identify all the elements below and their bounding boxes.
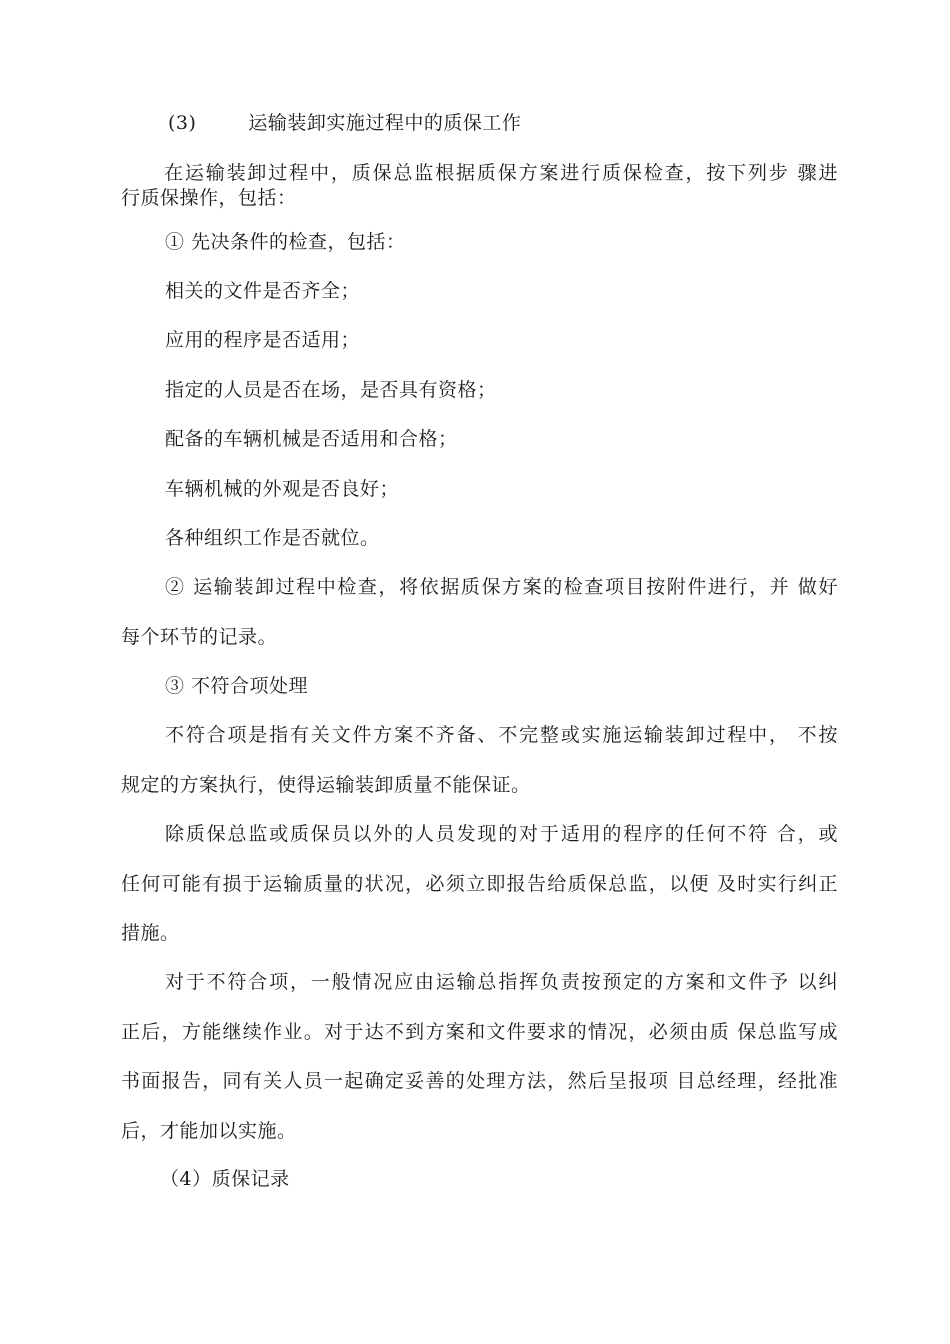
section-heading-3 — [168, 111, 521, 135]
paragraph-line: 对于不符合项，一般情况应由运输总指挥负责按预定的方案和文件予 以纠 — [165, 971, 838, 993]
section-title: 运输装卸实施过程中的质保工作 — [248, 112, 522, 134]
paragraph-line: 除质保总监或质保员以外的人员发现的对于适用的程序的任何不符 合，或 — [165, 823, 838, 845]
paragraph-line: 行质保操作，包括： — [121, 187, 297, 209]
paragraph-line: 不符合项是指有关文件方案不齐备、不完整或实施运输装卸过程中， 不按 — [165, 724, 838, 746]
section-heading-4: （4）质保记录 — [160, 1168, 290, 1190]
list-heading: ① 先决条件的检查，包括： — [165, 231, 406, 253]
paragraph-line: ② 运输装卸过程中检查，将依据质保方案的检查项目按附件进行，并 做好 — [165, 576, 838, 598]
paragraph-line: 书面报告，同有关人员一起确定妥善的处理方法，然后呈报项 目总经理，经批准 — [121, 1070, 838, 1092]
list-item: 各种组织工作是否就位。 — [165, 527, 380, 549]
paragraph-line: 在运输装卸过程中，质保总监根据质保方案进行质保检查，按下列步 骤进 — [164, 162, 838, 184]
paragraph-line: 规定的方案执行，使得运输装卸质量不能保证。 — [121, 774, 531, 796]
paragraph-line: 正后，方能继续作业。对于达不到方案和文件要求的情况，必须由质 保总监写成 — [121, 1021, 838, 1043]
list-item: 指定的人员是否在场，是否具有资格； — [165, 379, 497, 401]
paragraph-line: 每个环节的记录。 — [121, 626, 278, 648]
list-item: 车辆机械的外观是否良好； — [165, 478, 400, 500]
list-item: 相关的文件是否齐全； — [165, 280, 361, 302]
list-item: 应用的程序是否适用； — [165, 329, 361, 351]
list-item: 配备的车辆机械是否适用和合格； — [165, 428, 458, 450]
paragraph-line: 措施。 — [121, 922, 180, 944]
paragraph-line: 后，才能加以实施。 — [121, 1120, 297, 1142]
section-number: (3) — [168, 112, 197, 134]
list-heading: ③ 不符合项处理 — [165, 675, 309, 697]
paragraph-line: 任何可能有损于运输质量的状况，必须立即报告给质保总监，以便 及时实行纠正 — [121, 873, 838, 895]
